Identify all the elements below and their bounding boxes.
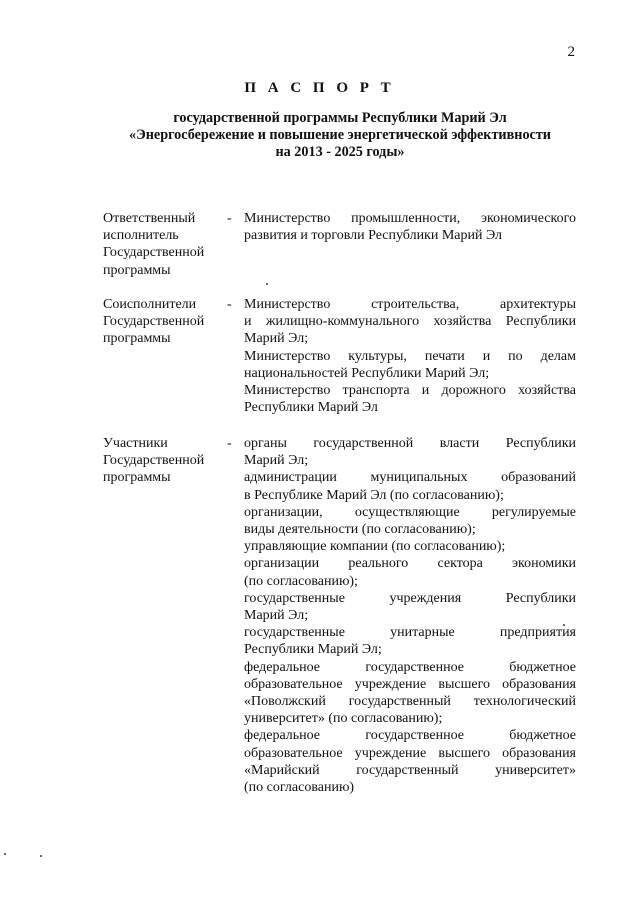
subtitle-line: на 2013 - 2025 годы»	[275, 144, 405, 160]
label-line: программы	[103, 262, 171, 278]
value-line: государственные унитарные предприятия	[244, 625, 576, 641]
value-line: организации, осуществляющие регулируемые	[244, 504, 576, 520]
value-line: развития и торговли Республики Марий Эл	[244, 228, 503, 244]
value-line: в Республике Марий Эл (по согласованию);	[244, 487, 504, 503]
row-label	[103, 296, 223, 348]
label-line: Соисполнители	[103, 297, 197, 312]
row-label	[103, 210, 223, 279]
value-line: Министерство культуры, печати и по делам	[244, 348, 576, 364]
value-line: образовательное учреждение высшего образования	[244, 745, 576, 761]
page-number: 2	[567, 44, 575, 60]
value-line: Марий Эл;	[244, 608, 309, 624]
label-line: программы	[103, 470, 171, 486]
value-line: Республики Марий Эл	[244, 400, 378, 416]
value-line: и жилищно-коммунального хозяйства Республики	[244, 314, 576, 330]
value-line: (по согласованию);	[244, 573, 358, 589]
label-line: Участники	[103, 436, 168, 451]
value-line: Министерство строительства, архитектуры	[244, 297, 576, 312]
value-line: университет» (по согласованию);	[244, 711, 443, 727]
value-line: органы государственной власти Республики	[244, 436, 576, 451]
value-line: федеральное государственное бюджетное	[244, 659, 576, 675]
label-line: Ответственный	[103, 211, 196, 226]
value-line: Министерство транспорта и дорожного хозяйства	[244, 383, 576, 399]
value-line: «Марийский государственный университет»	[244, 762, 576, 778]
row-label	[103, 435, 223, 487]
scan-speck	[563, 624, 565, 626]
scan-speck	[266, 283, 268, 285]
scan-speck	[4, 853, 6, 855]
document-subtitle	[100, 110, 580, 161]
value-line: государственные учреждения Республики	[244, 590, 576, 606]
row-dash: -	[227, 211, 232, 226]
row-dash: -	[227, 297, 232, 312]
row-value	[244, 435, 576, 796]
subtitle-line: «Энергосбережение и повышение энергетической эффективности	[129, 127, 551, 143]
value-line: образовательное учреждение высшего образования	[244, 676, 576, 692]
value-line: администрации муниципальных образований	[244, 470, 576, 486]
value-line: управляющие компании (по согласованию);	[244, 539, 506, 555]
row-value	[244, 210, 576, 244]
row-value	[244, 296, 576, 416]
label-line: исполнитель	[103, 228, 179, 244]
scan-speck	[40, 855, 42, 857]
value-line: федеральное государственное бюджетное	[244, 728, 576, 744]
value-line: Министерство промышленности, экономического	[244, 211, 576, 226]
value-line: виды деятельности (по согласованию);	[244, 522, 476, 538]
label-line: Государственной	[103, 453, 205, 469]
value-line: организации реального сектора экономики	[244, 556, 576, 572]
value-line: Марий Эл;	[244, 453, 309, 469]
value-line: национальностей Республики Марий Эл;	[244, 365, 490, 381]
label-line: программы	[103, 331, 171, 347]
value-line: «Поволжский государственный технологический	[244, 694, 576, 710]
row-dash: -	[227, 436, 232, 451]
label-line: Государственной	[103, 314, 205, 330]
value-line: Марий Эл;	[244, 331, 309, 347]
label-line: Государственной	[103, 245, 205, 261]
value-line: (по согласованию)	[244, 780, 355, 796]
document-title: П А С П О Р Т	[244, 80, 395, 96]
value-line: Республики Марий Эл;	[244, 642, 382, 658]
subtitle-line: государственной программы Республики Марий Эл	[173, 110, 507, 126]
